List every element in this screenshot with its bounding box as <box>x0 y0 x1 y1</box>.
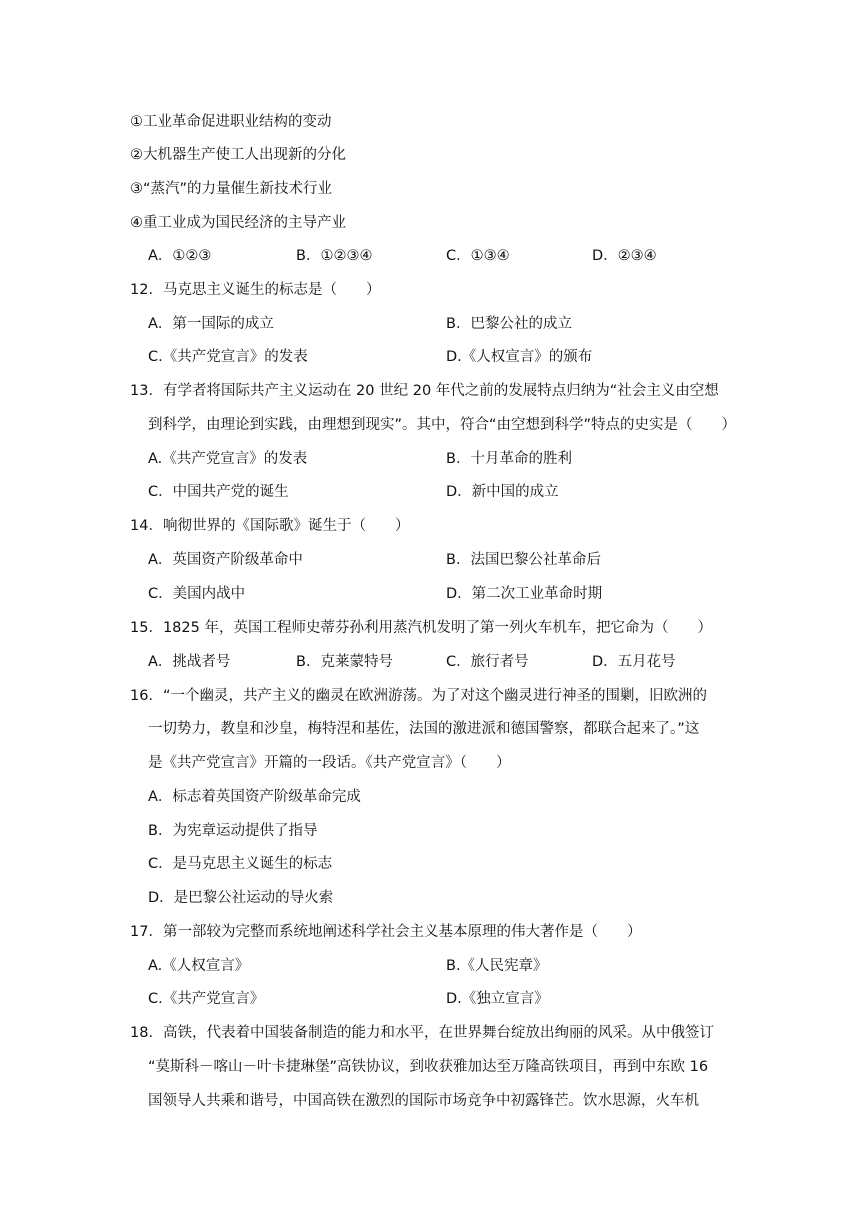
q12-option-d: D.《人权宣言》的颁布 <box>446 349 593 365</box>
q18-stem-line-3: 国领导人共乘和谐号，中国高铁在激烈的国际市场竞争中初露锋芒。饮水思源，火车机 <box>148 1093 699 1109</box>
q14-option-b: B．法国巴黎公社革命后 <box>446 552 601 568</box>
q17-stem: 17．第一部较为完整而系统地阐述科学社会主义基本原理的伟大著作是（ ） <box>130 924 642 940</box>
q11-option-b: B．①②③④ <box>296 248 373 264</box>
q13-option-a: A.《共产党宣言》的发表 <box>148 451 308 467</box>
q16-option-b: B．为宪章运动提供了指导 <box>148 823 318 839</box>
q13-stem-line-2: 到科学，由理论到实践，由理想到现实”。其中，符合“由空想到科学”特点的史实是（ ） <box>148 417 737 433</box>
q17-option-d: D.《独立宣言》 <box>446 991 549 1007</box>
q13-option-b: B．十月革命的胜利 <box>446 451 572 467</box>
q15-option-d: D．五月花号 <box>592 654 676 670</box>
q14-stem: 14．响彻世界的《国际歌》诞生于（ ） <box>130 518 410 534</box>
q15-option-a: A．挑战者号 <box>148 654 231 670</box>
q13-option-c: C．中国共产党的诞生 <box>148 484 289 500</box>
q17-option-c: C.《共产党宣言》 <box>148 991 265 1007</box>
q11-option-d: D．②③④ <box>592 248 657 264</box>
q11-option-a: A．①②③ <box>148 248 212 264</box>
q16-option-a: A．标志着英国资产阶级革命完成 <box>148 789 361 805</box>
statement-4: ④重工业成为国民经济的主导产业 <box>130 215 346 231</box>
q17-option-a: A.《人权宣言》 <box>148 958 250 974</box>
q14-option-c: C．美国内战中 <box>148 586 246 602</box>
q15-option-c: C．旅行者号 <box>446 654 529 670</box>
q15-stem: 15．1825 年，英国工程师史蒂芬孙利用蒸汽机发明了第一列火车机车，把它命为（ ） <box>130 620 712 636</box>
q12-option-a: A．第一国际的成立 <box>148 316 274 332</box>
q11-option-c: C．①③④ <box>446 248 510 264</box>
statement-2: ②大机器生产使工人出现新的分化 <box>130 147 346 163</box>
q18-stem-line-1: 18．高铁，代表着中国装备制造的能力和水平，在世界舞台绽放出绚丽的风采。从中俄签订 <box>130 1025 714 1041</box>
q14-option-d: D．第二次工业革命时期 <box>446 586 603 602</box>
statement-1: ①工业革命促进职业结构的变动 <box>130 114 332 130</box>
q12-option-b: B．巴黎公社的成立 <box>446 316 572 332</box>
q16-stem-line-3: 是《共产党宣言》开篇的一段话。《共产党宣言》（ ） <box>148 755 511 771</box>
q14-option-a: A．英国资产阶级革命中 <box>148 552 303 568</box>
q16-option-d: D．是巴黎公社运动的导火索 <box>148 890 334 906</box>
q16-stem-line-2: 一切势力，教皇和沙皇，梅特涅和基佐，法国的激进派和德国警察，都联合起来了。”这 <box>148 721 700 737</box>
q16-option-c: C．是马克思主义诞生的标志 <box>148 856 333 872</box>
q17-option-b: B.《人民宪章》 <box>446 958 548 974</box>
q12-option-c: C.《共产党宣言》的发表 <box>148 349 308 365</box>
q13-option-d: D．新中国的成立 <box>446 484 559 500</box>
q18-stem-line-2: “莫斯科－喀山－叶卡捷琳堡”高铁协议，到收获雅加达至万隆高铁项目，再到中东欧 16 <box>148 1059 709 1075</box>
q13-stem-line-1: 13．有学者将国际共产主义运动在 20 世纪 20 年代之前的发展特点归纳为“社会主义由空想 <box>130 383 719 399</box>
statement-3: ③“蒸汽”的力量催生新技术行业 <box>130 181 333 197</box>
q15-option-b: B．克莱蒙特号 <box>296 654 393 670</box>
q16-stem-line-1: 16．“一个幽灵，共产主义的幽灵在欧洲游荡。为了对这个幽灵进行神圣的围剿，旧欧洲的 <box>130 688 707 704</box>
q12-stem: 12．马克思主义诞生的标志是（ ） <box>130 282 381 298</box>
